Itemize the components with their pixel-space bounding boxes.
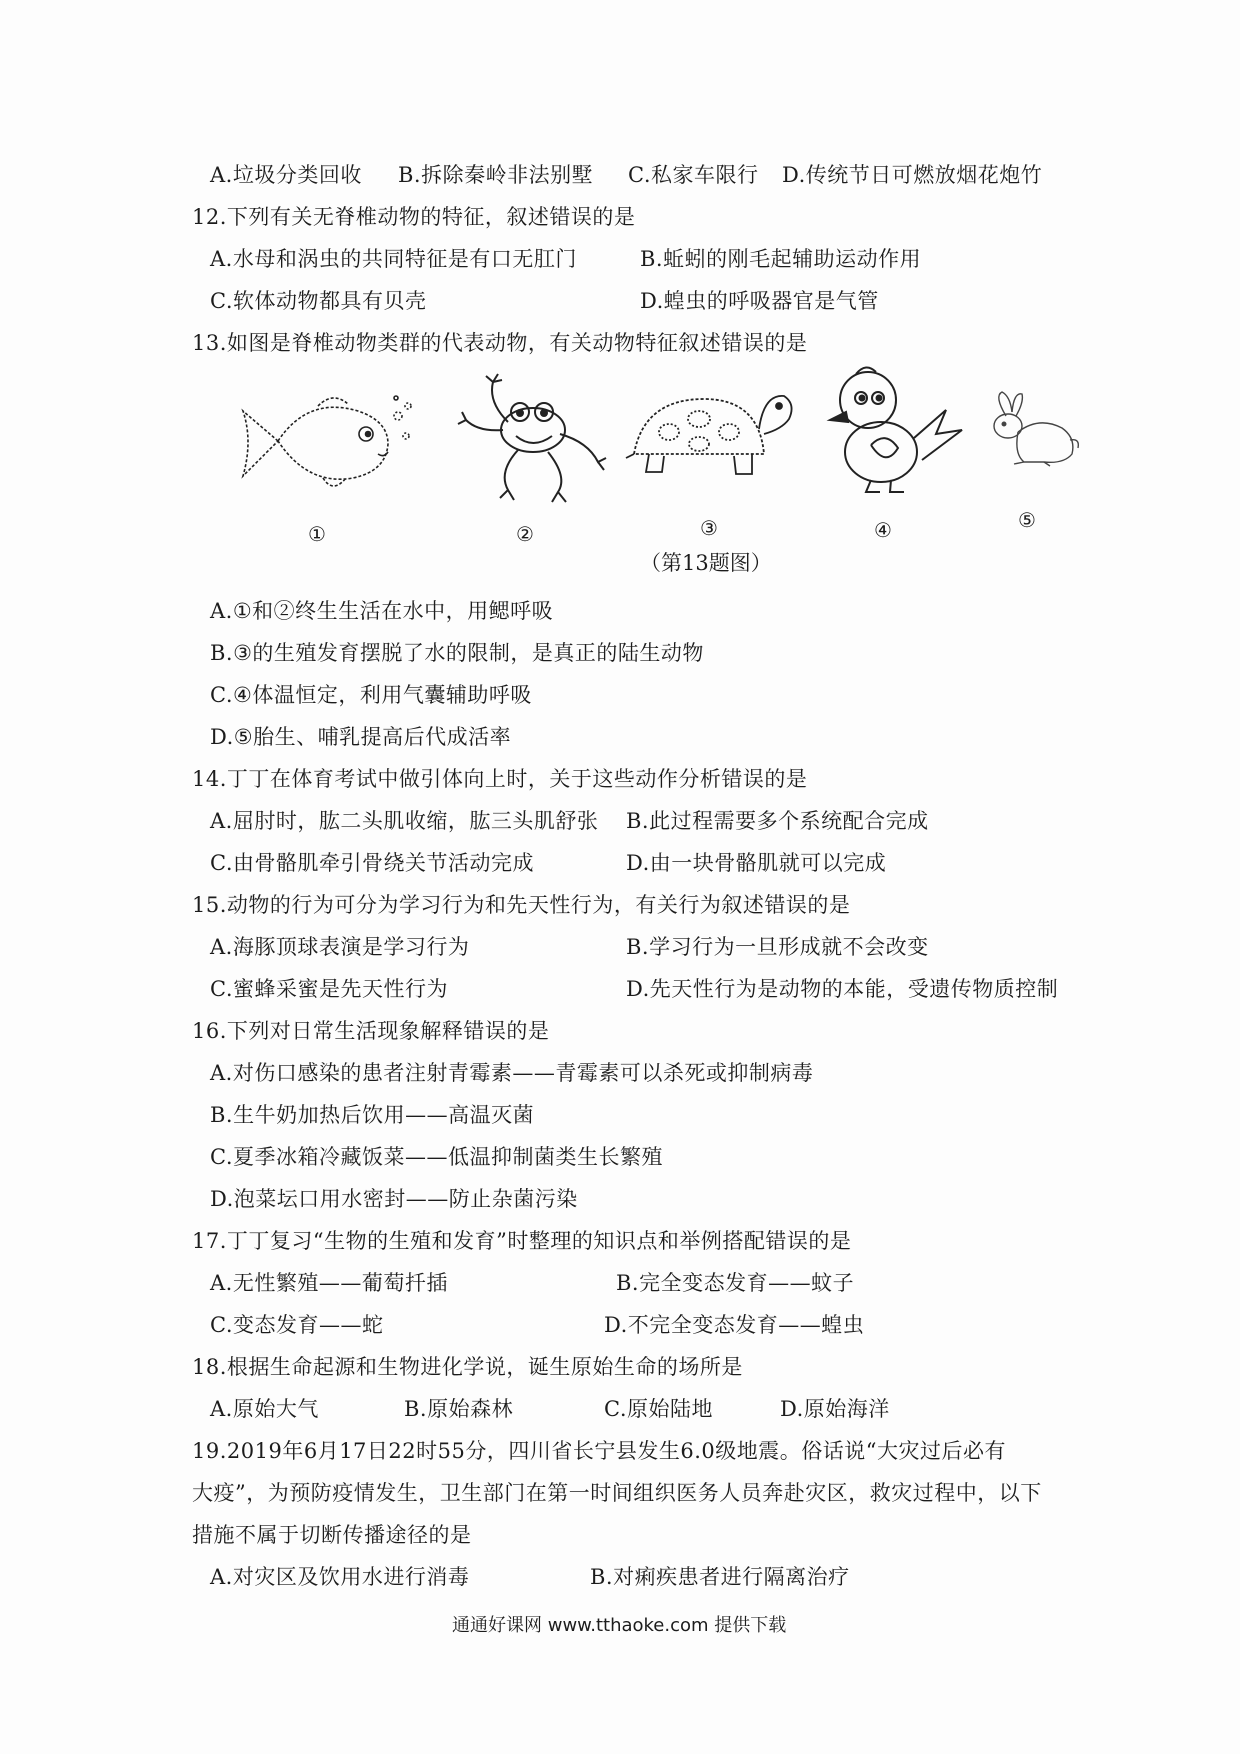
q13-option-a: A.①和②终生生活在水中，用鳃呼吸	[210, 599, 554, 623]
q14-option-b: B.此过程需要多个系统配合完成	[626, 809, 929, 833]
q16-option-a: A.对伤口感染的患者注射青霉素——青霉素可以杀死或抑制病毒	[210, 1061, 814, 1085]
q18-stem: 18.根据生命起源和生物进化学说，诞生原始生命的场所是	[192, 1355, 743, 1379]
q16-stem: 16.下列对日常生活现象解释错误的是	[192, 1019, 550, 1043]
q15-option-c: C.蜜蜂采蜜是先天性行为	[210, 977, 448, 1001]
q16-option-b: B.生牛奶加热后饮用——高温灭菌	[210, 1103, 535, 1127]
q14-stem: 14.丁丁在体育考试中做引体向上时，关于这些动作分析错误的是	[192, 767, 808, 791]
figure-label-4: ④	[874, 518, 892, 542]
q14-option-a: A.屈肘时，肱二头肌收缩，肱三头肌舒张	[210, 809, 599, 833]
q11-option-c: C.私家车限行	[628, 163, 759, 187]
figure-label-3: ③	[700, 516, 718, 540]
q14-option-d: D.由一块骨骼肌就可以完成	[626, 851, 887, 875]
q16-option-c: C.夏季冰箱冷藏饭菜——低温抑制菌类生长繁殖	[210, 1145, 663, 1169]
q19-stem-line-3: 措施不属于切断传播途径的是	[192, 1523, 472, 1547]
q19-option-a: A.对灾区及饮用水进行消毒	[210, 1565, 470, 1589]
page-footer: 通通好课网 www.tthaoke.com 提供下载	[452, 1615, 787, 1636]
q18-option-c: C.原始陆地	[604, 1397, 713, 1421]
q12-option-a: A.水母和涡虫的共同特征是有口无肛门	[210, 247, 577, 271]
q19-option-b: B.对痢疾患者进行隔离治疗	[590, 1565, 850, 1589]
q19-stem-line-2: 大疫”，为预防疫情发生，卫生部门在第一时间组织医务人员奔赴灾区，救灾过程中，以下	[192, 1481, 1042, 1505]
figure-label-5: ⑤	[1018, 508, 1036, 532]
figure-label-1: ①	[308, 522, 326, 546]
q18-option-d: D.原始海洋	[780, 1397, 890, 1421]
q17-option-c: C.变态发育——蛇	[210, 1313, 384, 1337]
q12-stem: 12.下列有关无脊椎动物的特征，叙述错误的是	[192, 205, 636, 229]
q15-stem: 15.动物的行为可分为学习行为和先天性行为，有关行为叙述错误的是	[192, 893, 851, 917]
turtle-drawing	[624, 384, 794, 484]
q13-option-b: B.③的生殖发育摆脱了水的限制，是真正的陆生动物	[210, 641, 704, 665]
figure-caption: （第13题图）	[640, 551, 772, 575]
q17-stem: 17.丁丁复习“生物的生殖和发育”时整理的知识点和举例搭配错误的是	[192, 1229, 852, 1253]
rabbit-drawing	[984, 388, 1084, 468]
q15-option-a: A.海豚顶球表演是学习行为	[210, 935, 470, 959]
q17-option-b: B.完全变态发育——蚊子	[616, 1271, 855, 1295]
q14-option-c: C.由骨骼肌牵引骨绕关节活动完成	[210, 851, 534, 875]
q15-option-d: D.先天性行为是动物的本能，受遗传物质控制	[626, 977, 1059, 1001]
q17-option-a: A.无性繁殖——葡萄扦插	[210, 1271, 448, 1295]
q16-option-d: D.泡菜坛口用水密封——防止杂菌污染	[210, 1187, 578, 1211]
q17-option-d: D.不完全变态发育——蝗虫	[604, 1313, 865, 1337]
q15-option-b: B.学习行为一旦形成就不会改变	[626, 935, 929, 959]
q12-option-d: D.蝗虫的呼吸器官是气管	[640, 289, 879, 313]
q13-option-c: C.④体温恒定，利用气囊辅助呼吸	[210, 683, 532, 707]
q18-option-b: B.原始森林	[404, 1397, 514, 1421]
bird-drawing	[826, 360, 966, 500]
q13-option-d: D.⑤胎生、哺乳提高后代成活率	[210, 725, 512, 749]
q11-option-a: A.垃圾分类回收	[210, 163, 362, 187]
q12-option-b: B.蚯蚓的刚毛起辅助运动作用	[640, 247, 922, 271]
q19-stem-line-1: 19.2019年6月17日22时55分，四川省长宁县发生6.0级地震。俗话说“大灾过后必有	[192, 1439, 1006, 1463]
q18-option-a: A.原始大气	[210, 1397, 319, 1421]
q13-stem: 13.如图是脊椎动物类群的代表动物，有关动物特征叙述错误的是	[192, 331, 808, 355]
fish-drawing	[238, 386, 418, 496]
q12-option-c: C.软体动物都具有贝壳	[210, 289, 427, 313]
q11-option-b: B.拆除秦岭非法别墅	[398, 163, 594, 187]
frog-drawing	[448, 372, 608, 507]
q11-option-d: D.传统节日可燃放烟花炮竹	[782, 163, 1043, 187]
figure-label-2: ②	[516, 522, 534, 546]
